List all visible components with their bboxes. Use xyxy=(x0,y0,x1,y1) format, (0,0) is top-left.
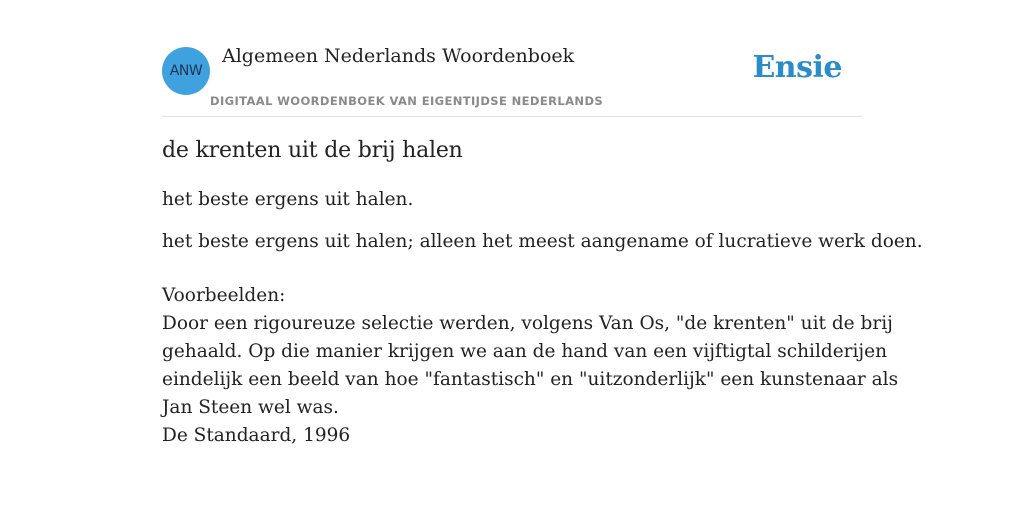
ensie-brand-logo[interactable]: Ensie xyxy=(752,50,842,85)
example-line: eindelijk een beeld van hoe "fantastisch" en "uitzonderlijk" een kunstenaar als xyxy=(162,369,899,390)
entry-content xyxy=(162,138,923,450)
example-line: Jan Steen wel was. xyxy=(162,397,339,418)
anw-logo[interactable]: ANW xyxy=(162,47,210,95)
example-source: De Standaard, 1996 xyxy=(162,425,351,446)
header xyxy=(162,0,862,117)
long-definition: het beste ergens uit halen; alleen het meest aangename of lucratieve werk doen. xyxy=(162,231,923,252)
entry-term: de krenten uit de brij halen xyxy=(162,138,463,163)
site-subtitle: DIGITAAL WOORDENBOEK VAN EIGENTIJDSE NEDERLANDS xyxy=(210,94,604,108)
short-definition: het beste ergens uit halen. xyxy=(162,189,414,210)
examples-label: Voorbeelden: xyxy=(162,285,286,306)
site-title[interactable]: Algemeen Nederlands Woordenboek xyxy=(222,45,575,67)
examples-block xyxy=(162,282,899,450)
example-line: gehaald. Op die manier krijgen we aan de hand van een vijftigtal schilderijen xyxy=(162,341,888,362)
example-line: Door een rigoureuze selectie werden, volgens Van Os, "de krenten" uit de brij xyxy=(162,313,893,334)
